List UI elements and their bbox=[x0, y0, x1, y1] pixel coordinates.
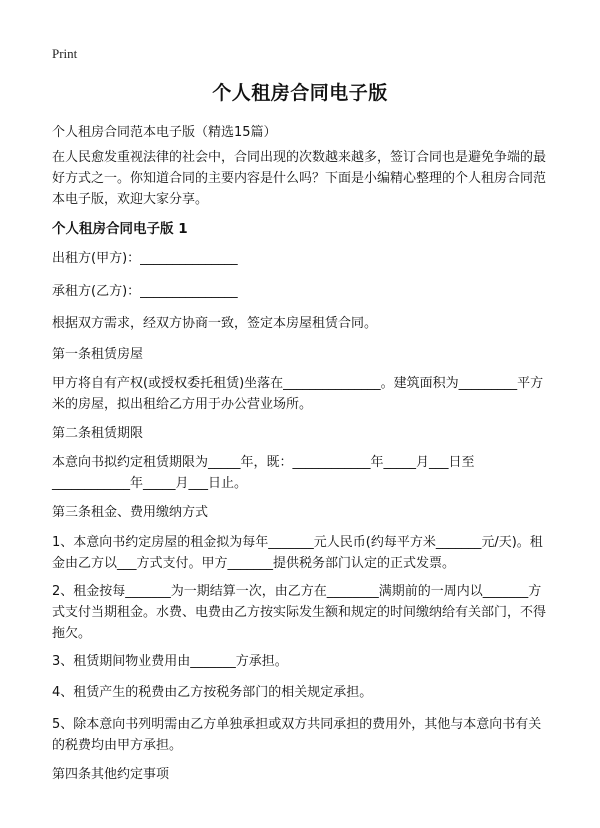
article-2-title: 第二条租赁期限 bbox=[52, 426, 144, 441]
document-subtitle: 个人租房合同范本电子版（精选15篇） bbox=[52, 125, 277, 140]
lessor-line: 出租方(甲方)：_______________ bbox=[52, 251, 238, 266]
article-1-text: 甲方将自有产权(或授权委托租赁)坐落在_______________。建筑面积为_________平方米的房屋，拟出租给乙方用于办公营业场所。 bbox=[52, 376, 544, 412]
agreement-statement: 根据双方需求，经双方协商一致，签定本房屋租赁合同。 bbox=[52, 316, 378, 331]
article-3-item: 3、租赁期间物业费用由_______方承担。 bbox=[52, 654, 288, 669]
article-3-item: 5、除本意向书列明需由乙方单独承担或双方共同承担的费用外，其他与本意向书有关的税费均由甲方承担。 bbox=[52, 717, 542, 753]
article-2-text: 本意向书拟约定租赁期限为_____年，既：____________年_____月___日至____________年_____月___日止。 bbox=[52, 455, 475, 491]
article-1-title: 第一条租赁房屋 bbox=[52, 347, 144, 362]
article-4-title: 第四条其他约定事项 bbox=[52, 767, 170, 782]
intro-paragraph: 在人民愈发重视法律的社会中，合同出现的次数越来越多，签订合同也是避免争端的最好方式之一。你知道合同的主要内容是什么吗？下面是小编精心整理的个人租房合同范本电子版，欢迎大家分享。 bbox=[52, 150, 547, 207]
lessee-line: 承租方(乙方)：_______________ bbox=[52, 284, 238, 299]
print-link[interactable]: Print bbox=[52, 46, 78, 61]
section-heading: 个人租房合同电子版 1 bbox=[52, 221, 188, 237]
article-3-title: 第三条租金、费用缴纳方式 bbox=[52, 505, 209, 520]
article-3-item: 4、租赁产生的税费由乙方按税务部门的相关规定承担。 bbox=[52, 685, 373, 700]
page-title: 个人租房合同电子版 bbox=[212, 82, 388, 104]
article-3-item: 1、本意向书约定房屋的租金拟为每年_______元人民币(约每平方米_______元/天)。租金由乙方以___方式支付。甲方_______提供税务部门认定的正式发票。 bbox=[52, 535, 543, 571]
article-3-item: 2、租金按每_______为一期结算一次，由乙方在________满期前的一周内以_______方式支付当期租金。水费、电费由乙方按实际发生额和规定的时间缴纳给有关部门，不得拖欠。 bbox=[52, 584, 547, 641]
